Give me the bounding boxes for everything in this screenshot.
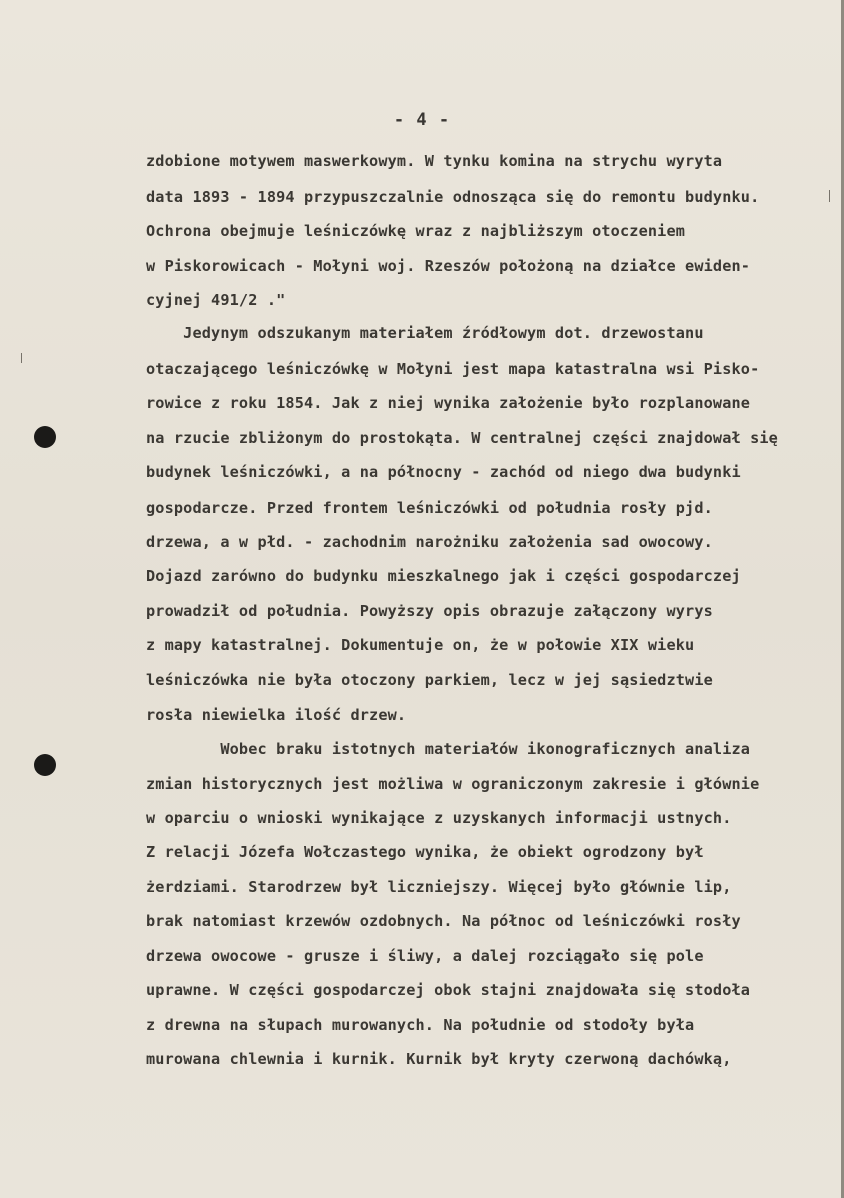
text-line: z mapy katastralnej. Dokumentuje on, że w połowie XIX wieku <box>146 636 695 654</box>
page-number: - 4 - <box>393 110 451 130</box>
text-line: murowana chlewnia i kurnik. Kurnik był kryty czerwoną dachówką, <box>146 1050 732 1068</box>
text-line: w oparciu o wnioski wynikające z uzyskanych informacji ustnych. <box>146 809 732 827</box>
punch-hole <box>34 754 56 776</box>
text-line: cyjnej 491/2 ." <box>146 291 286 309</box>
text-line: Ochrona obejmuje leśniczówkę wraz z najbliższym otoczeniem <box>146 222 686 240</box>
text-line: Jedynym odszukanym materiałem źródłowym dot. drzewostanu <box>146 324 704 342</box>
text-line: rosła niewielka ilość drzew. <box>146 706 407 724</box>
text-line: otaczającego leśniczówkę w Mołyni jest mapa katastralna wsi Pisko- <box>146 360 760 378</box>
text-line: budynek leśniczówki, a na północny - zachód od niego dwa budynki <box>146 463 741 481</box>
text-line: rowice z roku 1854. Jak z niej wynika założenie było rozplanowane <box>146 394 751 412</box>
punch-hole <box>34 426 56 448</box>
margin-tick-mark <box>829 190 830 202</box>
text-line: na rzucie zbliżonym do prostokąta. W centralnej części znajdował się <box>146 429 778 447</box>
text-line: zmian historycznych jest możliwa w ograniczonym zakresie i głównie <box>146 775 760 793</box>
text-line: uprawne. W części gospodarczej obok stajni znajdowała się stodoła <box>146 981 751 999</box>
text-line: Dojazd zarówno do budynku mieszkalnego jak i części gospodarczej <box>146 567 741 585</box>
text-line: zdobione motywem maswerkowym. W tynku komina na strychu wyryta <box>146 152 723 170</box>
text-line: brak natomiast krzewów ozdobnych. Na północ od leśniczówki rosły <box>146 912 741 930</box>
text-line: data 1893 - 1894 przypuszczalnie odnosząca się do remontu budynku. <box>146 188 760 206</box>
margin-tick-mark <box>21 353 22 363</box>
text-line: gospodarcze. Przed frontem leśniczówki od południa rosły pjd. <box>146 499 713 517</box>
text-line: prowadził od południa. Powyższy opis obrazuje załączony wyrys <box>146 602 713 620</box>
text-line: z drewna na słupach murowanych. Na południe od stodoły była <box>146 1016 695 1034</box>
text-line: w Piskorowicach - Mołyni woj. Rzeszów położoną na działce ewiden- <box>146 257 751 275</box>
text-line: Wobec braku istotnych materiałów ikonograficznych analiza <box>146 740 751 758</box>
text-line: Z relacji Józefa Wołczastego wynika, że obiekt ogrodzony był <box>146 843 704 861</box>
text-line: drzewa, a w płd. - zachodnim narożniku założenia sad owocowy. <box>146 533 713 551</box>
text-line: leśniczówka nie była otoczony parkiem, lecz w jej sąsiedztwie <box>146 671 713 689</box>
text-line: drzewa owocowe - grusze i śliwy, a dalej rozciągało się pole <box>146 947 704 965</box>
text-line: żerdziami. Starodrzew był liczniejszy. Więcej było głównie lip, <box>146 878 732 896</box>
